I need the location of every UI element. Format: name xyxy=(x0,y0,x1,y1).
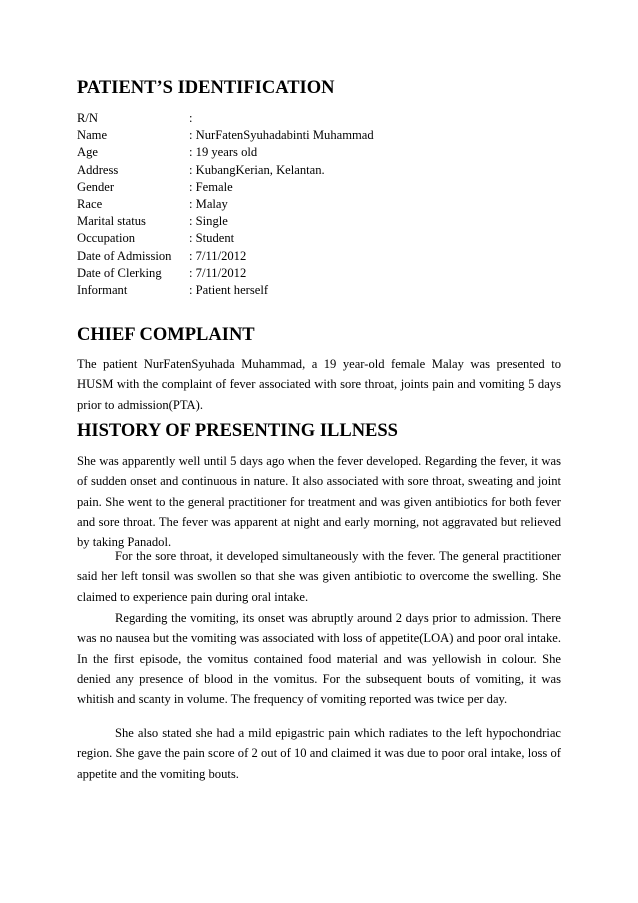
id-value: : Female xyxy=(189,179,233,194)
id-value: : Malay xyxy=(189,196,228,211)
chief-complaint-heading: CHIEF COMPLAINT xyxy=(77,325,255,345)
id-value: : Student xyxy=(189,231,235,246)
id-value: : 19 years old xyxy=(189,145,258,160)
id-value: : KubangKerian, Kelantan. xyxy=(189,162,325,177)
id-value: : xyxy=(189,111,193,125)
id-label: Informant xyxy=(77,282,128,297)
id-label: Age xyxy=(77,145,98,160)
id-label: Date of Clerking xyxy=(77,265,162,280)
history-paragraph-epigastric-pain: She also stated she had a mild epigastric pain which radiates to the left hypochondriac region. She gave the pain score of 2 out of 10 and claimed it was due to poor oral intake, loss of appetite and the vomiting bouts. xyxy=(77,726,561,781)
id-label: R/N xyxy=(77,111,98,125)
history-paragraph-sore-throat: For the sore throat, it developed simultaneously with the fever. The general practitioner said her left tonsil was swollen so that she was given antibiotic to overcome the swelling. She claimed to experience pain during oral intake. xyxy=(77,549,561,604)
history-heading: HISTORY OF PRESENTING ILLNESS xyxy=(77,421,398,441)
id-label: Occupation xyxy=(77,231,136,246)
history-paragraph-fever: She was apparently well until 5 days ago when the fever developed. Regarding the fever, it was of sudden onset and continuous in nature. It also associated with sore throat, sweating and joint pain. She went to the general practitioner for treatment and was given antibiotics for both fever and sore throat. The fever was apparent at night and early morning, not aggravated but relieved by taking Panadol. xyxy=(77,454,561,550)
patient-identification-heading: PATIENT’S IDENTIFICATION xyxy=(77,78,335,98)
id-value: : NurFatenSyuhadabinti Muhammad xyxy=(189,128,374,143)
id-label: Address xyxy=(77,162,119,177)
id-value: : 7/11/2012 xyxy=(189,265,247,280)
id-value: : Single xyxy=(189,214,228,229)
id-label: Date of Admission xyxy=(77,248,172,263)
id-label: Name xyxy=(77,128,108,143)
id-label: Race xyxy=(77,196,103,211)
id-value: : Patient herself xyxy=(189,282,269,297)
id-label: Gender xyxy=(77,179,115,194)
chief-complaint-paragraph: The patient NurFatenSyuhada Muhammad, a 19 year-old female Malay was presented to HUSM with the complaint of fever associated with sore throat, joints pain and vomiting 5 days prior to admission(PTA). xyxy=(77,357,561,412)
id-value: : 7/11/2012 xyxy=(189,248,247,263)
history-paragraph-vomiting: Regarding the vomiting, its onset was abruptly around 2 days prior to admission. There was no nausea but the vomiting was associated with loss of appetite(LOA) and poor oral intake. In the first episode, the vomitus contained food material and was yellowish in colour. She denied any presence of blood in the vomitus. For the subsequent bouts of vomiting, it was whitish and scanty in volume. The frequency of vomiting reported was twice per day. xyxy=(77,611,561,707)
id-label: Marital status xyxy=(77,214,146,229)
